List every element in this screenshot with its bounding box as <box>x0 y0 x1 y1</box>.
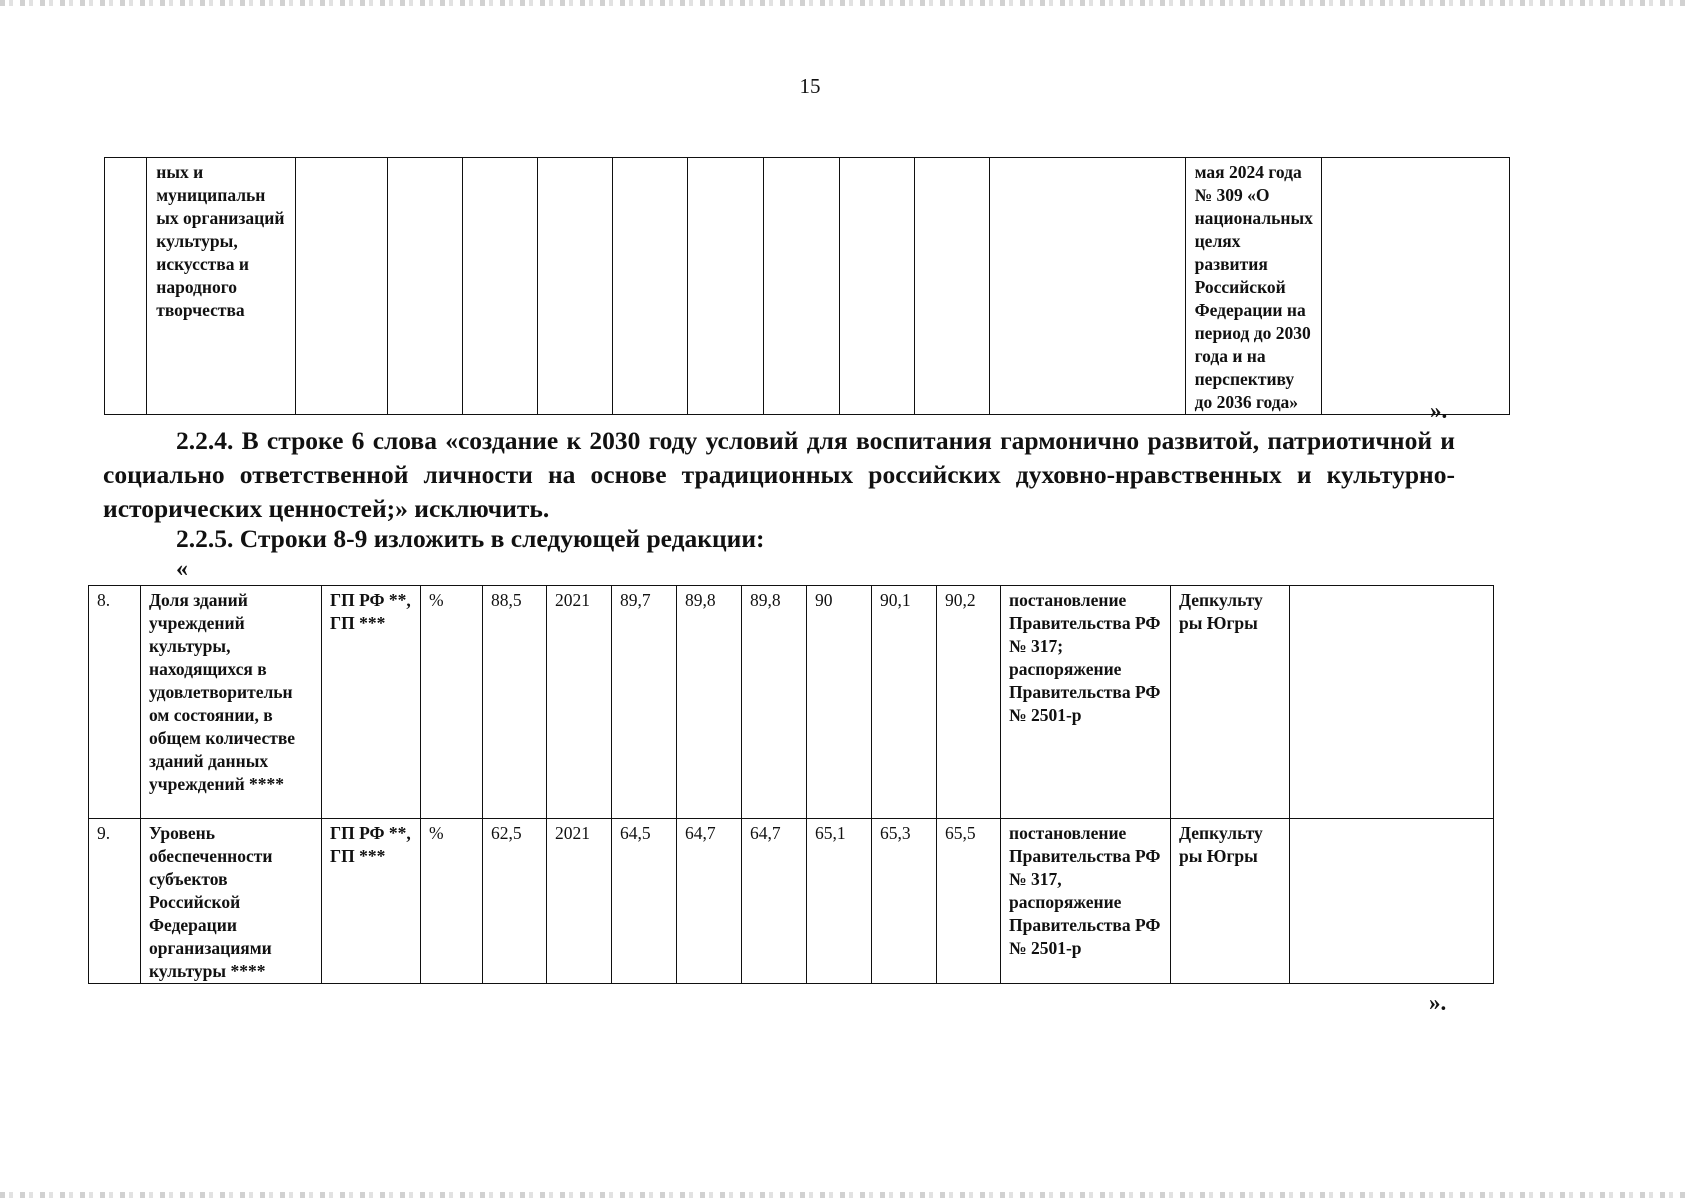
base-value-cell: 62,5 <box>483 819 547 984</box>
responsible-cell: Депкульту ры Югры <box>1171 586 1290 819</box>
value-cell: 64,7 <box>742 819 807 984</box>
closing-quote: ». <box>1430 398 1448 423</box>
unit-cell: % <box>421 586 483 819</box>
table-cell <box>105 158 147 415</box>
base-year-cell: 2021 <box>547 586 612 819</box>
value-cell: 89,8 <box>742 586 807 819</box>
opening-quote: « <box>176 556 188 582</box>
base-year-cell: 2021 <box>547 819 612 984</box>
extra-cell <box>1290 819 1494 984</box>
table-cell <box>463 158 538 415</box>
value-cell: 64,5 <box>612 819 677 984</box>
value-cell: 90 <box>807 586 872 819</box>
value-cell: 90,2 <box>937 586 1001 819</box>
table-row <box>105 158 1510 415</box>
table-cell <box>764 158 840 415</box>
extra-cell <box>1290 586 1494 819</box>
program-cell: ГП РФ **, ГП *** <box>322 819 421 984</box>
value-cell: 89,7 <box>612 586 677 819</box>
table-cell <box>688 158 764 415</box>
page-number: 15 <box>799 74 821 98</box>
continued-table <box>104 157 1510 415</box>
table-cell <box>1321 158 1509 415</box>
value-cell: 65,1 <box>807 819 872 984</box>
table-row <box>89 586 1494 819</box>
table-cell <box>388 158 463 415</box>
table-cell <box>296 158 388 415</box>
value-cell: 90,1 <box>872 586 937 819</box>
indicator-name: Доля зданий учреждений культуры, находящихся в удовлетворительн ом состоянии, в общем количестве зданий данных учреждений **** <box>141 586 322 819</box>
closing-quote: ». <box>1429 990 1447 1015</box>
indicator-name: Уровень обеспеченности субъектов Российской Федерации организациями культуры **** <box>141 819 322 984</box>
table-cell <box>613 158 688 415</box>
program-cell: ГП РФ **, ГП *** <box>322 586 421 819</box>
responsible-cell: Депкульту ры Югры <box>1171 819 1290 984</box>
table-cell <box>990 158 1185 415</box>
unit-cell: % <box>421 819 483 984</box>
table-cell: мая 2024 года № 309 «О национальных целях развития Российской Федерации на период до 2030 года и на перспективу до 2036 года» <box>1185 158 1321 415</box>
table-cell <box>840 158 915 415</box>
value-cell: 64,7 <box>677 819 742 984</box>
scan-edge-bottom <box>0 1192 1686 1198</box>
indicators-table <box>88 585 1494 984</box>
table-cell <box>538 158 613 415</box>
value-cell: 65,5 <box>937 819 1001 984</box>
table-row <box>89 819 1494 984</box>
row-number: 9. <box>89 819 141 984</box>
paragraph-2-2-4: 2.2.4. В строке 6 слова «создание к 2030 году условий для воспитания гармонично развитой, патриотичной и социально ответственной личности на основе традиционных российских духовно-нравственных и культурно-исторических ценностей;» исключить. <box>103 426 1455 523</box>
base-value-cell: 88,5 <box>483 586 547 819</box>
document-cell: постановление Правительства РФ № 317, распоряжение Правительства РФ № 2501-р <box>1001 819 1171 984</box>
value-cell: 65,3 <box>872 819 937 984</box>
scan-edge-top <box>0 0 1686 6</box>
paragraph-2-2-5: 2.2.5. Строки 8-9 изложить в следующей редакции: <box>176 524 765 553</box>
row-number: 8. <box>89 586 141 819</box>
table-cell <box>915 158 990 415</box>
document-cell: постановление Правительства РФ № 317; распоряжение Правительства РФ № 2501-р <box>1001 586 1171 819</box>
table-cell: ных и муниципальн ых организаций культуры, искусства и народного творчества <box>147 158 296 415</box>
value-cell: 89,8 <box>677 586 742 819</box>
